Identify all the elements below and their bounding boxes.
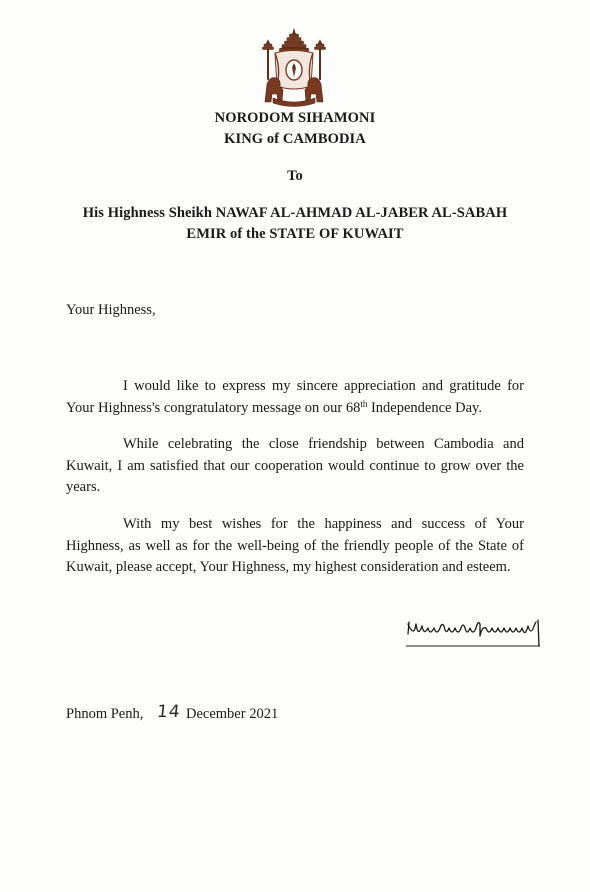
body-paragraph-3: With my best wishes for the happiness and success of Your Highness, as well as for the well-being of the friendly people of the State of Kuwait, please accept, Your Highness, my highest consideration and esteem. bbox=[66, 516, 524, 575]
sender-name: NORODOM SIHAMONI bbox=[214, 110, 376, 126]
handwritten-signature-icon bbox=[404, 616, 550, 652]
body-paragraph-2: While celebrating the close friendship between Cambodia and Kuwait, I am satisfied that our cooperation would continue to grow over the years. bbox=[66, 436, 524, 495]
salutation: Your Highness, bbox=[66, 302, 156, 318]
body-paragraph-1-text: I would like to express my sincere appreciation and gratitude for Your Highness's congratulatory message on our 68 bbox=[66, 378, 524, 416]
closing-place: Phnom Penh, bbox=[66, 706, 144, 722]
body-paragraph-1-end: Independence Day. bbox=[367, 399, 482, 416]
to-label: To bbox=[287, 168, 303, 184]
ordinal-suffix: th bbox=[360, 398, 368, 409]
body-paragraph-1 bbox=[66, 376, 524, 419]
recipient-title: EMIR of the STATE OF KUWAIT bbox=[186, 226, 404, 242]
sender-title: KING of CAMBODIA bbox=[224, 131, 366, 147]
recipient-name: His Highness Sheikh NAWAF AL-AHMAD AL-JABER AL-SABAH bbox=[82, 205, 508, 221]
royal-coat-of-arms-icon bbox=[261, 28, 327, 110]
handwritten-date-day: 14 bbox=[155, 702, 182, 722]
closing-month-year: December 2021 bbox=[186, 706, 279, 722]
